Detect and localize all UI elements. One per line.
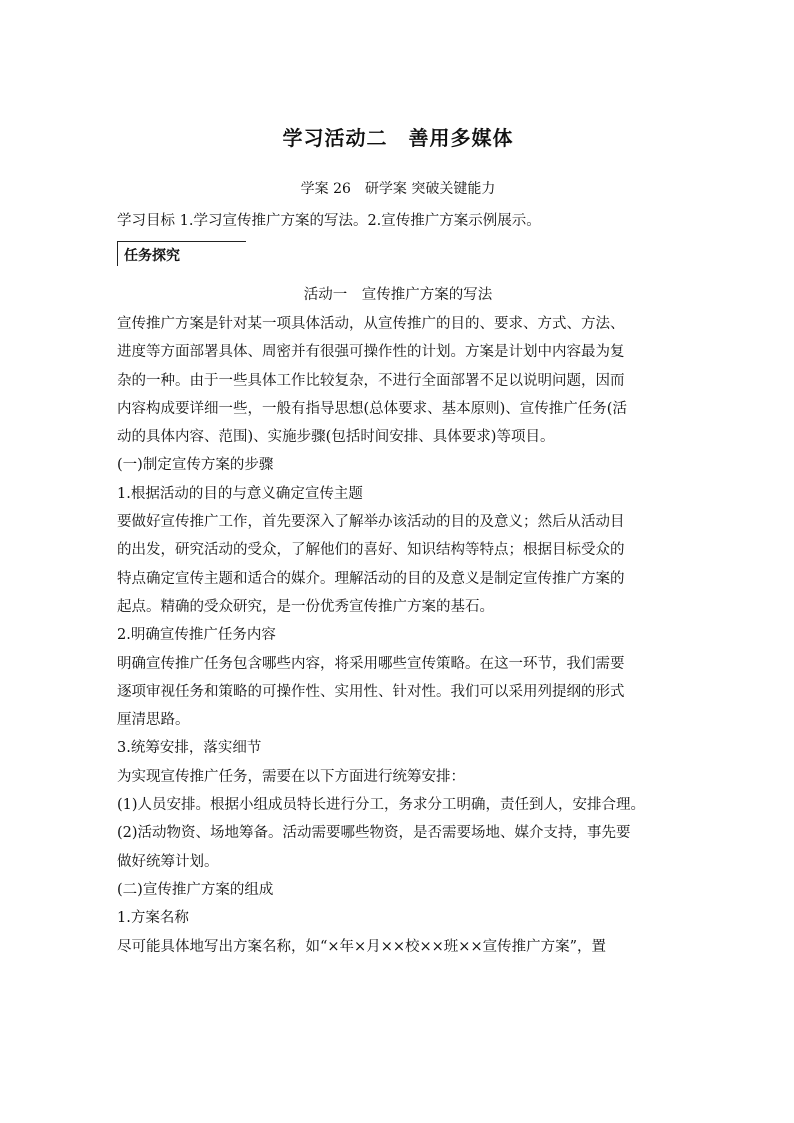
list-item: (1)人员安排。根据小组成员特长进行分工，务求分工明确，责任到人，安排合理。 [117,797,646,814]
text-line: 特点确定宣传主题和适合的媒介。理解活动的目的及意义是制定宣传推广方案的 [117,570,625,587]
body-text [117,310,679,961]
text-line: 宣传推广方案是针对某一项具体活动，从宣传推广的目的、要求、方式、方法、 [117,316,625,332]
text-line: 厘清思路。 [117,712,190,729]
task-section-label: 任务探究 [124,248,180,264]
section-heading: (二)宣传推广方案的组成 [117,881,274,898]
learning-objective: 学习目标 1.学习宣传推广方案的写法。2.宣传推广方案示例展示。 [117,213,541,229]
task-section-box [117,241,246,266]
step-heading: 2.明确宣传推广任务内容 [117,627,276,644]
list-item: (2)活动物资、场地筹备。活动需要哪些物资，是否需要场地、媒介支持，事先要 [117,825,631,842]
activity-heading: 活动一 宣传推广方案的写法 [303,287,493,303]
text-line: 进度等方面部署具体、周密并有很强可操作性的计划。方案是计划中内容最为复 [117,344,625,361]
text-line: 起点。精确的受众研究，是一份优秀宣传推广方案的基石。 [117,598,494,615]
text-line: 做好统筹计划。 [117,853,219,870]
step-heading: 1.根据活动的目的与意义确定宣传主题 [117,485,363,502]
text-line: 逐项审视任务和策略的可操作性、实用性、针对性。我们可以采用列提纲的形式 [117,683,625,700]
step-heading: 3.统筹安排，落实细节 [117,740,262,757]
text-line: 杂的一种。由于一些具体工作比较复杂，不进行全面部署不足以说明问题，因而 [117,372,625,389]
text-line: 的出发，研究活动的受众，了解他们的喜好、知识结构等特点；根据目标受众的 [117,542,625,559]
text-line: 动的具体内容、范围)、实施步骤(包括时间安排、具体要求)等项目。 [117,429,555,446]
page-title: 学习活动二 善用多媒体 [282,126,514,150]
page-subtitle: 学案 26 研学案 突破关键能力 [300,181,496,197]
text-line: 内容构成要详细一些，一般有指导思想(总体要求、基本原则)、宣传推广任务(活 [117,400,627,417]
text-line: 为实现宣传推广任务，需要在以下方面进行统筹安排： [117,768,465,785]
text-line: 明确宣传推广任务包含哪些内容，将采用哪些宣传策略。在这一环节，我们需要 [117,655,625,672]
text-line: 尽可能具体地写出方案名称，如“×年×月××校××班××宣传推广方案”，置 [117,938,607,955]
section-heading: (一)制定宣传方案的步骤 [117,457,274,474]
text-line: 要做好宣传推广工作，首先要深入了解举办该活动的目的及意义；然后从活动目 [117,514,625,531]
step-heading: 1.方案名称 [117,910,189,927]
